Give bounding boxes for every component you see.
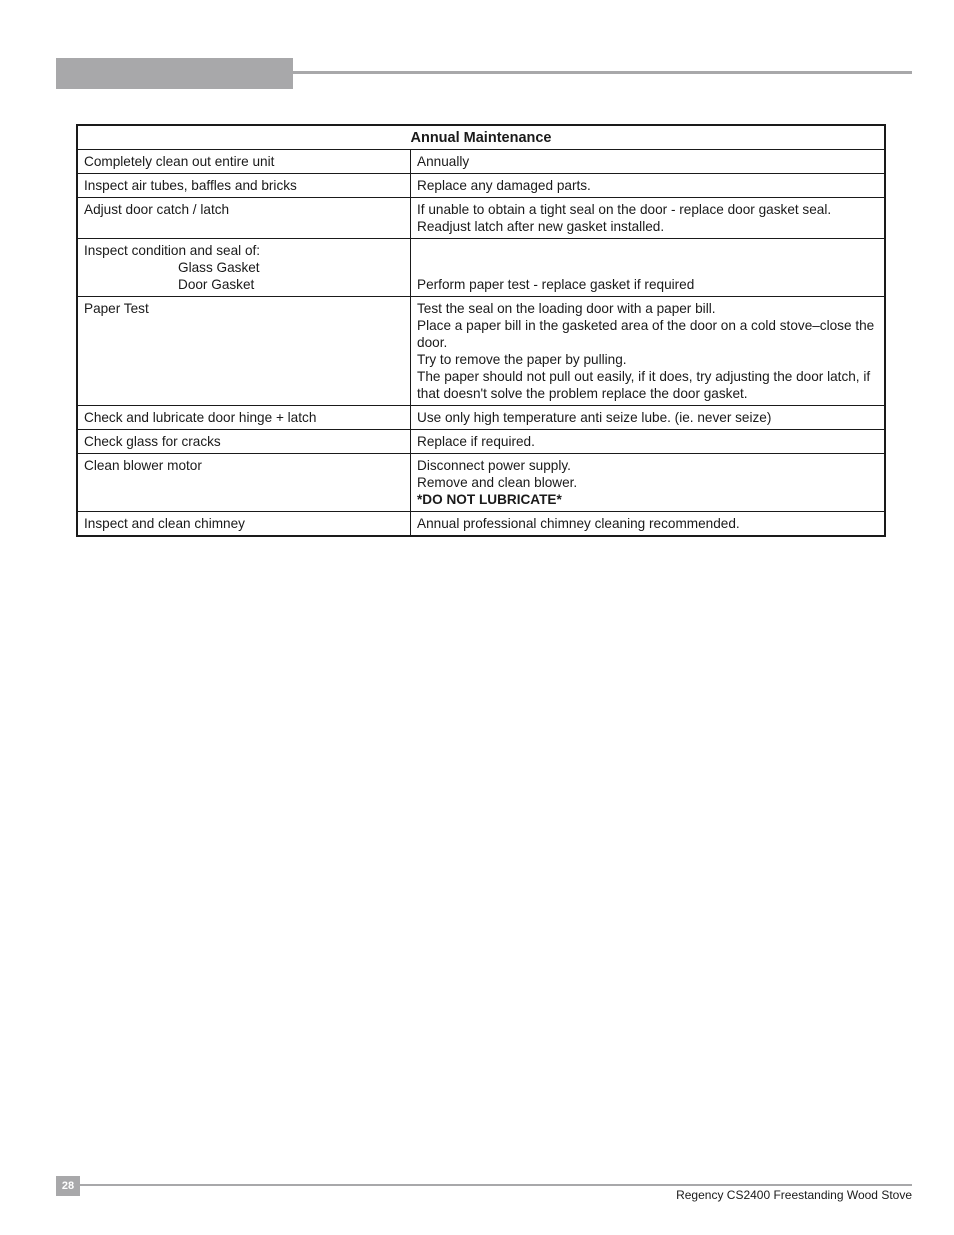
task-text: Check and lubricate door hinge + latch <box>84 410 317 425</box>
table-row <box>77 174 885 198</box>
action-text: Annual professional chimney cleaning recommended. <box>417 516 740 531</box>
action-text: Remove and clean blower. <box>417 475 578 490</box>
action-cell <box>411 454 885 512</box>
page-number: 28 <box>56 1176 80 1196</box>
task-cell <box>77 512 411 537</box>
task-subitem: Door Gasket <box>178 277 255 292</box>
table-title: Annual Maintenance <box>77 125 885 150</box>
action-text: The paper should not pull out easily, if it does, try adjusting the door latch, if that doesn't solve the problem replace the door gasket. <box>417 369 871 401</box>
warning-text: *DO NOT LUBRICATE* <box>417 492 562 507</box>
action-cell <box>411 239 885 297</box>
header-rule <box>293 71 912 74</box>
action-cell <box>411 150 885 174</box>
header-tab-block <box>56 58 293 89</box>
action-cell <box>411 297 885 406</box>
footer-rule <box>80 1184 912 1186</box>
table-title-row <box>77 125 885 150</box>
footer-document-title: Regency CS2400 Freestanding Wood Stove <box>676 1188 912 1202</box>
action-text: Try to remove the paper by pulling. <box>417 352 627 367</box>
action-text: Replace any damaged parts. <box>417 178 591 193</box>
action-text: Replace if required. <box>417 434 535 449</box>
task-text: Paper Test <box>84 301 149 316</box>
table-row <box>77 406 885 430</box>
task-text: Inspect condition and seal of: <box>84 243 261 258</box>
action-cell <box>411 174 885 198</box>
table-row <box>77 297 885 406</box>
task-text: Adjust door catch / latch <box>84 202 230 217</box>
task-text: Completely clean out entire unit <box>84 154 275 169</box>
task-cell <box>77 174 411 198</box>
table-row <box>77 512 885 537</box>
action-text: Perform paper test - replace gasket if required <box>417 277 695 292</box>
action-text: Readjust latch after new gasket installed. <box>417 219 665 234</box>
task-subitem: Glass Gasket <box>178 260 260 275</box>
action-cell <box>411 430 885 454</box>
task-text: Clean blower motor <box>84 458 202 473</box>
table-row <box>77 430 885 454</box>
task-cell <box>77 430 411 454</box>
action-text: Test the seal on the loading door with a paper bill. <box>417 301 716 316</box>
action-cell <box>411 512 885 537</box>
action-text: Annually <box>417 154 470 169</box>
task-text: Inspect and clean chimney <box>84 516 245 531</box>
table-row <box>77 198 885 239</box>
action-text: Use only high temperature anti seize lube. (ie. never seize) <box>417 410 772 425</box>
task-cell <box>77 406 411 430</box>
task-cell <box>77 454 411 512</box>
action-cell <box>411 198 885 239</box>
action-text: Place a paper bill in the gasketed area of the door on a cold stove–close the door. <box>417 318 875 350</box>
task-text: Inspect air tubes, baffles and bricks <box>84 178 297 193</box>
table-row <box>77 239 885 297</box>
task-cell <box>77 297 411 406</box>
task-cell <box>77 198 411 239</box>
annual-maintenance-table <box>76 124 886 537</box>
task-text: Check glass for cracks <box>84 434 221 449</box>
table-row <box>77 150 885 174</box>
action-cell <box>411 406 885 430</box>
task-cell <box>77 239 411 297</box>
action-text: If unable to obtain a tight seal on the door - replace door gasket seal. <box>417 202 832 217</box>
task-cell <box>77 150 411 174</box>
table-row <box>77 454 885 512</box>
action-text: Disconnect power supply. <box>417 458 571 473</box>
